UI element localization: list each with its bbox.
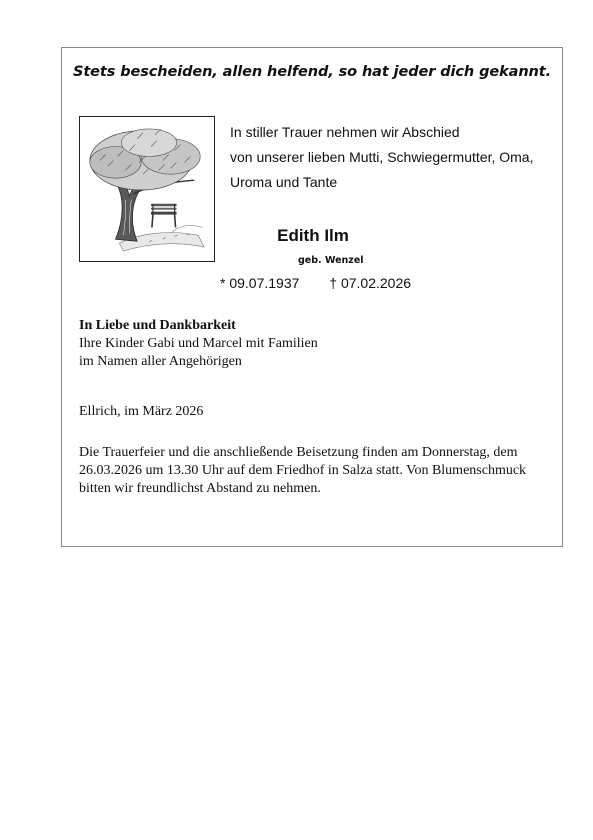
intro-line: In stiller Trauer nehmen wir Abschied [230, 124, 460, 140]
family-line: Ihre Kinder Gabi und Marcel mit Familien [79, 336, 318, 351]
family-heading: In Liebe und Dankbarkeit [79, 318, 236, 333]
deceased-name: Edith Ilm [277, 226, 349, 245]
ceremony-info [79, 444, 554, 498]
intro-text [230, 120, 533, 195]
intro-line: Uroma und Tante [230, 174, 338, 190]
life-dates [220, 275, 411, 291]
family-block [79, 317, 318, 371]
ceremony-line: bitten wir freundlichst Abstand zu nehmen. [79, 481, 321, 496]
intro-line: von unserer lieben Mutti, Schwiegermutter, Oma, [230, 149, 534, 165]
maiden-name: geb. Wenzel [298, 255, 364, 266]
ceremony-line: 26.03.2026 um 13.30 Uhr auf dem Friedhof in Salza statt. Von Blumenschmuck [79, 463, 527, 478]
deceased-name-row [62, 226, 564, 246]
ceremony-line: Die Trauerfeier und die anschließende Beisetzung finden am Donnerstag, dem [79, 445, 518, 460]
motto-text: Stets bescheiden, allen helfend, so hat jeder dich gekannt. [72, 64, 552, 80]
family-line: im Namen aller Angehörigen [79, 354, 242, 369]
place-date: Ellrich, im März 2026 [79, 404, 204, 419]
birth-date: * 09.07.1937 [220, 275, 300, 291]
death-date: † 07.02.2026 [329, 275, 412, 291]
obituary-notice [61, 47, 563, 547]
